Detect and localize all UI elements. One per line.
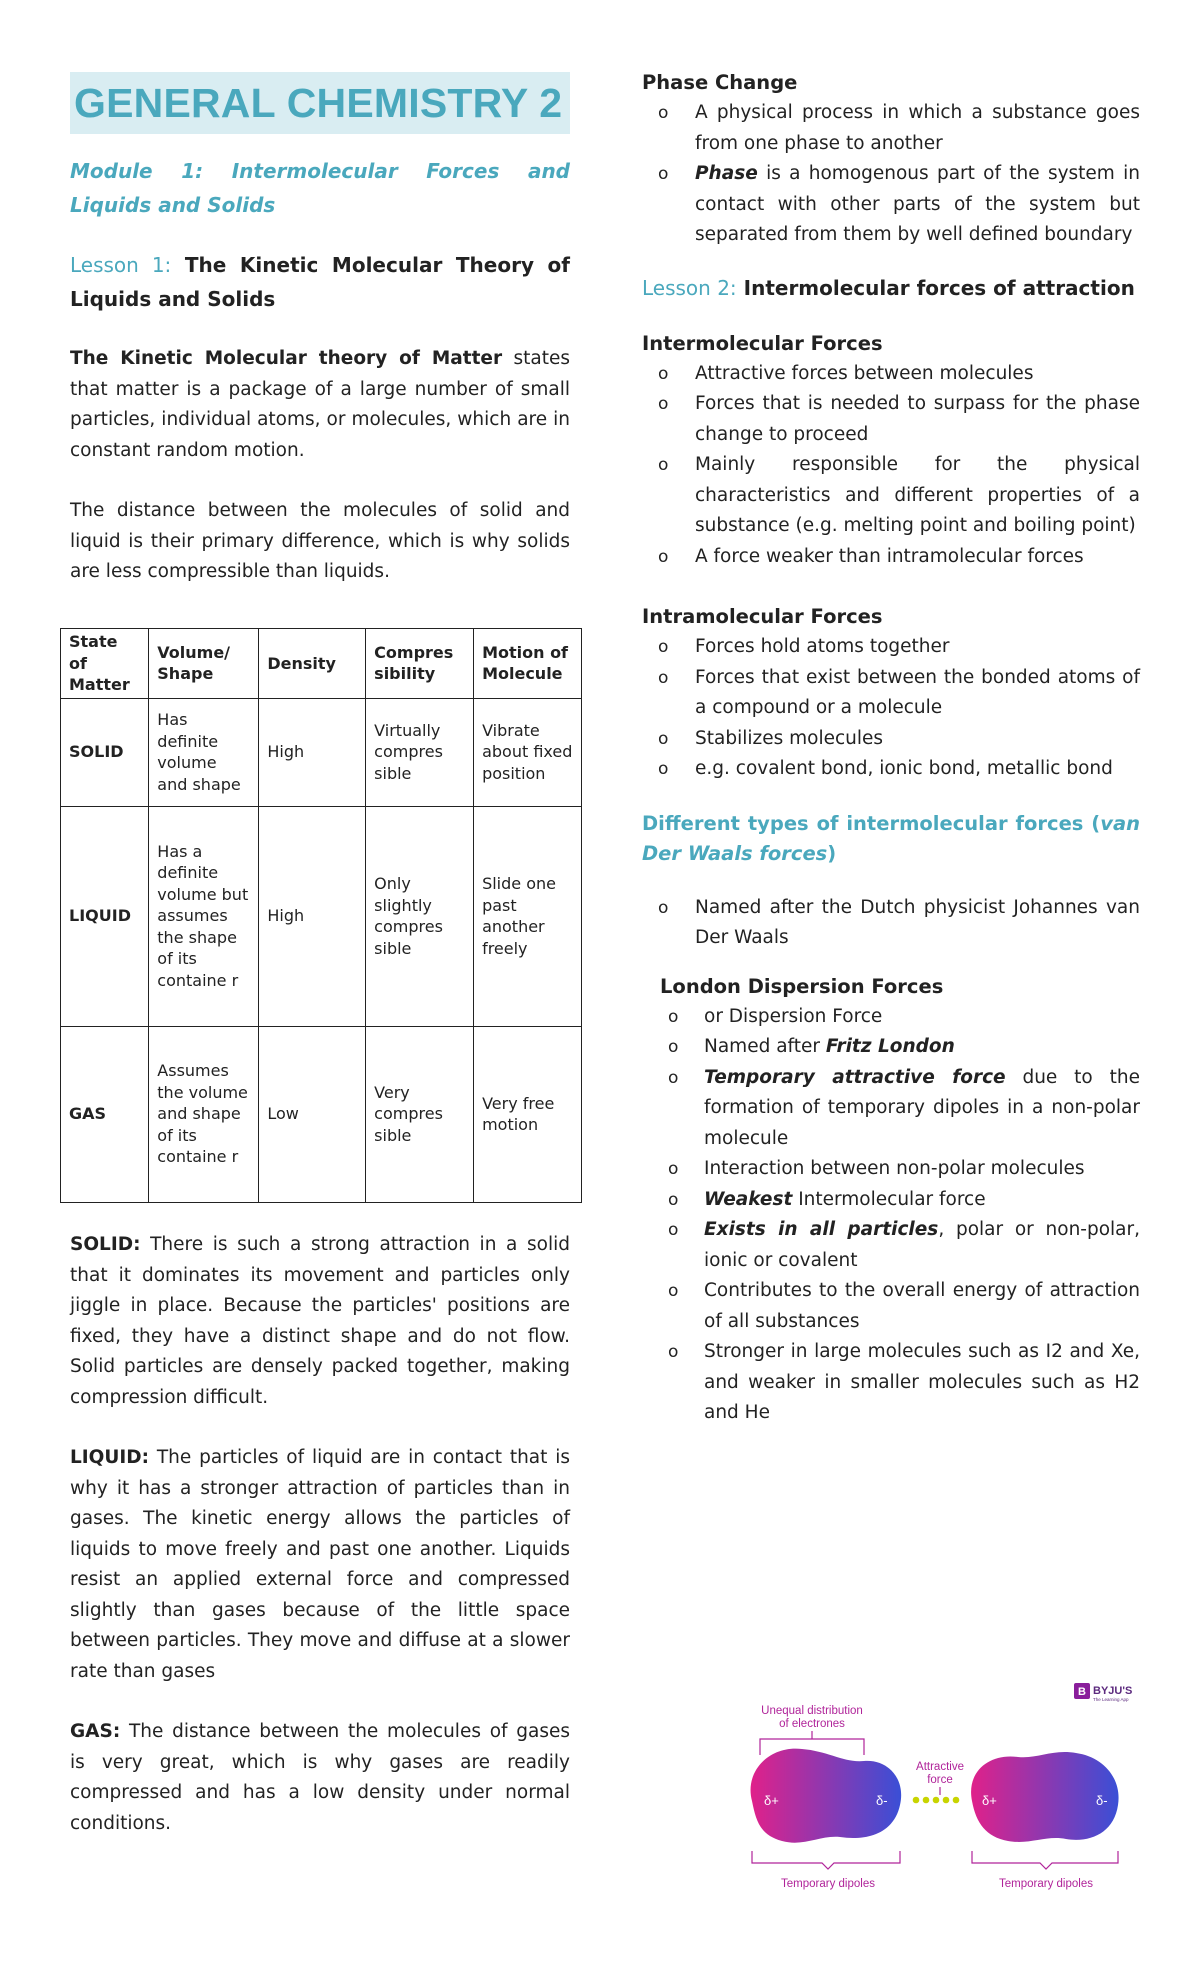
london-term: Fritz London [825, 1036, 955, 1057]
attractive-label-1: Attractive [916, 1761, 964, 1773]
table-row [61, 1026, 582, 1202]
solid-paragraph [70, 1230, 570, 1413]
left-delta-plus: δ+ [764, 1793, 779, 1808]
attraction-dot [943, 1797, 950, 1804]
dipole-diagram-svg [740, 1683, 1135, 1901]
gas-paragraph [70, 1717, 570, 1839]
table-cell: Has definite volume and shape [149, 698, 259, 806]
intermolecular-list [642, 359, 1140, 573]
attraction-dot [923, 1797, 930, 1804]
byjus-logo-text: BYJU'S [1093, 1685, 1133, 1697]
lesson-1-label: Lesson 1: [70, 253, 172, 277]
types-heading-c: ) [827, 841, 837, 865]
london-term: Temporary attractive force [704, 1066, 1006, 1088]
lesson-2-title: Intermolecular forces of attraction [743, 275, 1135, 300]
table-row [61, 806, 582, 1026]
gas-label: GAS: [70, 1721, 121, 1742]
list-item: o Attractive forces between molecules [642, 359, 1140, 390]
table-cell: Vibrate about fixed position [474, 698, 582, 806]
lesson-2-label: Lesson 2: [642, 275, 737, 300]
unequal-label-1: Unequal distribution [761, 1705, 863, 1717]
right-delta-plus: δ+ [982, 1793, 997, 1808]
lesson-2-heading [642, 271, 1140, 305]
london-text: due to the formation of temporary dipoles in a non-polar molecule [704, 1066, 1140, 1149]
list-item: o Named after the Dutch physicist Johannes van Der Waals [642, 893, 1140, 954]
list-item: o or Dispersion Force [642, 1002, 1140, 1033]
module-heading: Module 1: Intermolecular Forces and Liquids and Solids [70, 159, 570, 217]
attractive-label-2: force [927, 1774, 953, 1786]
intramolecular-heading: Intramolecular Forces [642, 605, 883, 628]
list-item: o Forces hold atoms together [642, 632, 1140, 663]
liquid-paragraph [70, 1443, 570, 1687]
table-header: Density [259, 629, 366, 699]
table-row [61, 698, 582, 806]
lesson-1-heading [70, 248, 570, 316]
list-item: o Stabilizes molecules [642, 724, 1140, 755]
left-column [69, 70, 573, 1834]
table-cell: Only slightly compres sible [366, 806, 474, 1026]
liquid-text: The particles of liquid are in contact that is why it has a stronger attraction of particles than in gases. The kinetic energy allows the particles of liquids to move freely and past one another. Liquids resist an applied external force and compressed slightly than gases because of the little space between particles. They move and diffuse at a slower rate than gases [70, 1447, 570, 1682]
states-paragraphs [70, 1230, 570, 1839]
types-heading-b: van Der Waals forces [642, 811, 1140, 865]
kmt-term: The Kinetic Molecular theory of Matter [70, 348, 503, 369]
types-heading-a: Different types of intermolecular forces ( [642, 811, 1101, 835]
difference-paragraph: The distance between the molecules of solid and liquid is their primary difference, which is why solids are less compressible than liquids. [70, 500, 570, 582]
table-cell: SOLID [61, 698, 149, 806]
london-text: Intermolecular force [792, 1188, 986, 1210]
intramolecular-list [642, 632, 1140, 785]
solid-text: There is such a strong attraction in a solid that it dominates its movement and particles only jiggle in place. Because the particles' positions are fixed, they have a distinct shape and do not flow. Solid particles are densely packed together, making compression difficult. [70, 1234, 570, 1408]
right-delta-minus: δ- [1096, 1793, 1108, 1808]
london-list [642, 1002, 1140, 1429]
temp-dipoles-right: Temporary dipoles [999, 1878, 1093, 1890]
temp-dipoles-left: Temporary dipoles [781, 1878, 875, 1890]
table-cell: High [259, 806, 366, 1026]
byjus-logo-sub: The Learning App [1093, 1697, 1129, 1702]
table-cell: LIQUID [61, 806, 149, 1026]
gas-text: The distance between the molecules of gases is very great, which is why gases are readily compressed and has a low density under normal conditions. [70, 1721, 570, 1834]
phase-term: Phase [695, 163, 758, 184]
list-item: o Contributes to the overall energy of attraction of all substances [642, 1276, 1140, 1337]
table-header-row [61, 629, 582, 699]
list-item: o A force weaker than intramolecular forces [642, 542, 1140, 573]
london-heading: London Dispersion Forces [660, 974, 944, 998]
attraction-dot [913, 1797, 920, 1804]
intermolecular-heading: Intermolecular Forces [642, 331, 883, 355]
london-text: Named after [704, 1036, 826, 1057]
title-banner [70, 72, 570, 134]
types-list [642, 893, 1140, 954]
table-cell: Slide one past another freely [474, 806, 582, 1026]
table-cell: Virtually compres sible [366, 698, 474, 806]
list-item [642, 1032, 1140, 1063]
table-cell: Assumes the volume and shape of its containe r [149, 1026, 259, 1202]
dipole-diagram [740, 1683, 1135, 1901]
lesson-1-title: The Kinetic Molecular Theory of Liquids and Solids [70, 253, 571, 311]
attraction-dots [913, 1797, 960, 1804]
list-item [642, 1185, 1140, 1216]
phase-text: is a homogenous part of the system in contact with other parts of the system but separated from them by well defined boundary [695, 163, 1140, 245]
kmt-paragraph [70, 344, 570, 466]
list-item [642, 159, 1140, 251]
states-of-matter-table [60, 628, 582, 1203]
liquid-label: LIQUID: [70, 1447, 150, 1468]
list-item: o Interaction between non-polar molecules [642, 1154, 1140, 1185]
unequal-label-2: of electrones [779, 1718, 845, 1730]
solid-label: SOLID: [70, 1234, 141, 1255]
table-header: Motion of Molecule [474, 629, 582, 699]
types-heading [642, 809, 1140, 869]
phase-change-heading: Phase Change [642, 71, 798, 94]
table-cell: Very free motion [474, 1026, 582, 1202]
table-cell: High [259, 698, 366, 806]
list-item [642, 1215, 1140, 1276]
london-term: Exists in all particles [704, 1219, 939, 1240]
list-item: o e.g. covalent bond, ionic bond, metallic bond [642, 754, 1140, 785]
page-title: GENERAL CHEMISTRY 2 [74, 80, 563, 126]
table-header: State of Matter [61, 629, 149, 699]
london-term: Weakest [704, 1188, 793, 1210]
table-cell: Very compres sible [366, 1026, 474, 1202]
phase-change-list [642, 98, 1140, 251]
list-item [642, 1063, 1140, 1155]
table-cell: Has a definite volume but assumes the shape of its containe r [149, 806, 259, 1026]
attraction-dot [933, 1797, 940, 1804]
byjus-logo-b: B [1078, 1686, 1086, 1698]
attraction-dot [953, 1797, 960, 1804]
kmt-text: states that matter is a package of a large number of small particles, individual atoms, or molecules, which are in constant random motion. [70, 348, 570, 461]
list-item: o Forces that exist between the bonded atoms of a compound or a molecule [642, 663, 1140, 724]
right-column [642, 68, 1140, 1429]
list-item: o Mainly responsible for the physical characteristics and different properties of a substance (e.g. melting point and boiling point) [642, 450, 1140, 542]
list-item: o Forces that is needed to surpass for the phase change to proceed [642, 389, 1140, 450]
byjus-logo [1074, 1683, 1132, 1702]
right-brace [972, 1851, 1118, 1869]
table-header: Volume/ Shape [149, 629, 259, 699]
list-item: o Stronger in large molecules such as I2 and Xe, and weaker in smaller molecules such as H2 and He [642, 1337, 1140, 1429]
list-item: o A physical process in which a substance goes from one phase to another [642, 98, 1140, 159]
table-cell: Low [259, 1026, 366, 1202]
table-cell: GAS [61, 1026, 149, 1202]
table-header: Compres sibility [366, 629, 474, 699]
left-brace [752, 1851, 900, 1869]
left-delta-minus: δ- [876, 1793, 888, 1808]
london-text: , polar or non-polar, ionic or covalent [704, 1219, 1140, 1271]
